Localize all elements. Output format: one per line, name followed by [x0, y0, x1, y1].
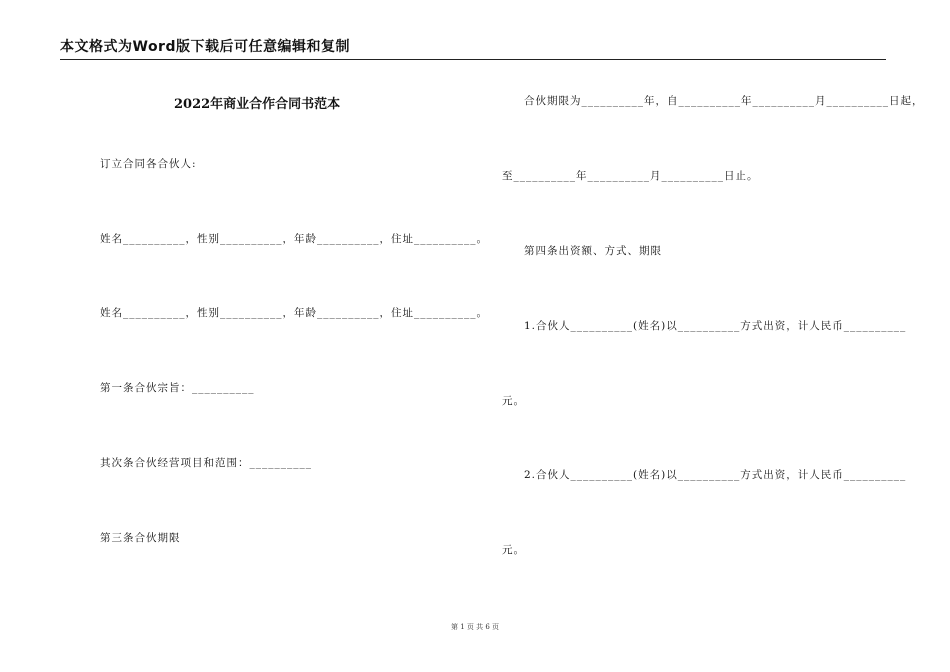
left-paragraph: 姓名__________，性别__________，年龄__________，住址__________。 [100, 307, 488, 319]
right-paragraph: 1.合伙人__________(姓名)以__________方式出资，计人民币__________ [524, 320, 907, 332]
header-text: 本文格式为Word版下载后可任意编辑和复制 [60, 39, 350, 55]
page-number: 第 1 页 共 6 页 [450, 623, 500, 631]
document-header [60, 36, 886, 60]
right-paragraph: 2.合伙人__________(姓名)以__________方式出资，计人民币__________ [524, 469, 907, 481]
right-paragraph: 第四条出资额、方式、期限 [524, 245, 662, 257]
document-title: 2022年商业合作合同书范本 [174, 97, 341, 112]
right-paragraph: 至__________年__________月__________日止。 [502, 170, 759, 182]
left-paragraph: 订立合同各合伙人: [100, 158, 197, 170]
left-paragraph: 姓名__________，性别__________，年龄__________，住址__________。 [100, 233, 488, 245]
left-paragraph: 第三条合伙期限 [100, 532, 181, 544]
right-paragraph: 元。 [502, 544, 525, 556]
left-paragraph: 第一条合伙宗旨：__________ [100, 382, 255, 394]
right-paragraph: 合伙期限为__________年，自__________年__________月__________日起， [524, 95, 924, 107]
right-paragraph: 元。 [502, 395, 525, 407]
left-paragraph: 其次条合伙经营项目和范围：__________ [100, 457, 312, 469]
